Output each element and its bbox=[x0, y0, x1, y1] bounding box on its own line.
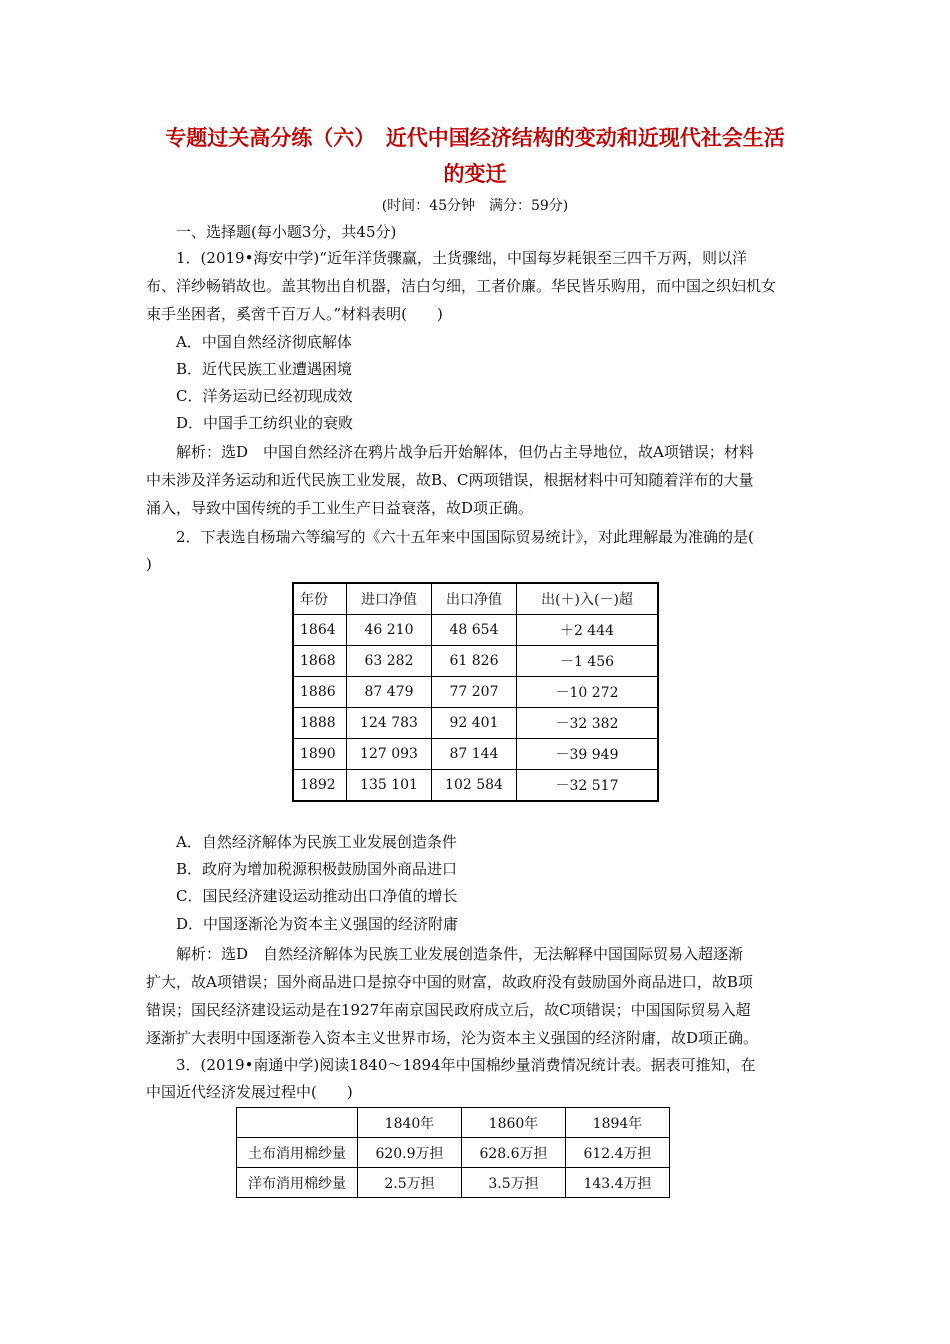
table-cell: 92 401 bbox=[432, 708, 517, 739]
table-cell: 77 207 bbox=[432, 677, 517, 708]
table-cell: 2.5万担 bbox=[358, 1168, 462, 1198]
table-cell: 1892 bbox=[293, 770, 347, 802]
table-cell: 1890 bbox=[293, 739, 347, 770]
q2-analysis-line-4: 逐渐扩大表明中国逐渐卷入资本主义世界市场，沦为资本主义强国的经济附庸，故D项正确。 bbox=[146, 1029, 759, 1047]
q3-stem-line-2: 中国近代经济发展过程中( ) bbox=[146, 1083, 353, 1101]
table-cell: 63 282 bbox=[347, 646, 432, 677]
q2-analysis-line-2: 扩大，故A项错误；国外商品进口是掠夺中国的财富，故政府没有鼓励国外商品进口，故B项 bbox=[146, 973, 753, 991]
table-cell: 1868 bbox=[293, 646, 347, 677]
table-header-cell: 1894年 bbox=[566, 1108, 670, 1138]
q2-stem-line-1: 2．下表选自杨瑞六等编写的《六十五年来中国国际贸易统计》，对此理解最为准确的是( bbox=[176, 528, 754, 546]
table-cell: －10 272 bbox=[517, 677, 659, 708]
table-header-cell: 1840年 bbox=[358, 1108, 462, 1138]
table-cell: 628.6万担 bbox=[462, 1138, 566, 1168]
table-header-cell: 1860年 bbox=[462, 1108, 566, 1138]
table-header-cell: 年份 bbox=[293, 583, 347, 615]
table-cell: 1886 bbox=[293, 677, 347, 708]
q2-option-d: D．中国逐渐沦为资本主义强国的经济附庸 bbox=[176, 915, 459, 933]
q1-stem-line-2: 布、洋纱畅销故也。盖其物出自机器，洁白匀细，工者价廉。华民皆乐购用，而中国之织妇机女 bbox=[146, 277, 777, 295]
q1-analysis-line-1: 解析：选D 中国自然经济在鸦片战争后开始解体，但仍占主导地位，故A项错误；材料 bbox=[176, 443, 754, 461]
table-header-cell bbox=[237, 1108, 358, 1138]
q1-analysis-line-2: 中未涉及洋务运动和近代民族工业发展，故B、C两项错误，根据材料中可知随着洋布的大量 bbox=[146, 471, 754, 489]
q1-option-c: C．洋务运动已经初现成效 bbox=[176, 387, 353, 405]
table-row bbox=[293, 770, 658, 802]
q1-option-a: A．中国自然经济彻底解体 bbox=[176, 333, 352, 351]
table-cell: 127 093 bbox=[347, 739, 432, 770]
document-title-line-1: 专题过关高分练（六） 近代中国经济结构的变动和近现代社会生活 bbox=[165, 126, 785, 150]
table-cell: 612.4万担 bbox=[566, 1138, 670, 1168]
table-cell: 3.5万担 bbox=[462, 1168, 566, 1198]
trade-statistics-table bbox=[292, 582, 659, 802]
table-cell: 土布消用棉纱量 bbox=[237, 1138, 358, 1168]
table-header-cell: 出口净值 bbox=[432, 583, 517, 615]
table-cell: 620.9万担 bbox=[358, 1138, 462, 1168]
cotton-yarn-table bbox=[236, 1107, 670, 1198]
table-cell: 87 479 bbox=[347, 677, 432, 708]
table-cell: 135 101 bbox=[347, 770, 432, 802]
table-cell: 87 144 bbox=[432, 739, 517, 770]
table-cell: －32 382 bbox=[517, 708, 659, 739]
q1-option-b: B．近代民族工业遭遇困境 bbox=[176, 360, 353, 378]
q3-stem-line-1: 3．(2019•南通中学)阅读1840～1894年中国棉纱量消费情况统计表。据表可推知，在 bbox=[176, 1056, 756, 1074]
q2-option-a: A．自然经济解体为民族工业发展创造条件 bbox=[176, 833, 457, 851]
table-cell: －1 456 bbox=[517, 646, 659, 677]
table-row bbox=[237, 1168, 670, 1198]
q1-stem-line-1: 1．(2019•海安中学)“近年洋货骤赢，土货骤绌，中国每岁耗银至三四千万两，则以洋 bbox=[176, 249, 747, 267]
table-row bbox=[293, 646, 658, 677]
table-cell: 48 654 bbox=[432, 615, 517, 646]
table-row bbox=[237, 1138, 670, 1168]
q2-option-b: B．政府为增加税源积极鼓励国外商品进口 bbox=[176, 860, 458, 878]
table-row bbox=[293, 677, 658, 708]
q1-stem-line-3: 束手坐困者，奚啻千百万人。”材料表明( ) bbox=[146, 305, 443, 323]
table-cell: －39 949 bbox=[517, 739, 659, 770]
table-cell: 143.4万担 bbox=[566, 1168, 670, 1198]
table-cell: －32 517 bbox=[517, 770, 659, 802]
q2-analysis-line-1: 解析：选D 自然经济解体为民族工业发展创造条件，无法解释中国国际贸易入超逐渐 bbox=[176, 945, 744, 963]
document-title-line-2: 的变迁 bbox=[443, 162, 507, 186]
table-cell: 61 826 bbox=[432, 646, 517, 677]
table-header-row bbox=[237, 1108, 670, 1138]
table-cell: 102 584 bbox=[432, 770, 517, 802]
table-row bbox=[293, 708, 658, 739]
section-heading: 一、选择题(每小题3分，共45分) bbox=[176, 223, 397, 241]
table-header-row bbox=[293, 583, 658, 615]
q1-option-d: D．中国手工纺织业的衰败 bbox=[176, 414, 354, 432]
table-cell: 1864 bbox=[293, 615, 347, 646]
table-cell: 洋布消用棉纱量 bbox=[237, 1168, 358, 1198]
q1-analysis-line-3: 涌入，导致中国传统的手工业生产日益衰落，故D项正确。 bbox=[146, 499, 534, 517]
table-cell: 124 783 bbox=[347, 708, 432, 739]
q2-analysis-line-3: 错误；国民经济建设运动是在1927年南京国民政府成立后，故C项错误；中国国际贸易入超 bbox=[146, 1001, 751, 1019]
table-row bbox=[293, 615, 658, 646]
table-header-cell: 进口净值 bbox=[347, 583, 432, 615]
table-cell: 46 210 bbox=[347, 615, 432, 646]
q2-option-c: C．国民经济建设运动推动出口净值的增长 bbox=[176, 887, 458, 905]
exam-meta: (时间：45分钟 满分：59分) bbox=[381, 198, 569, 214]
table-cell: 1888 bbox=[293, 708, 347, 739]
q2-stem-line-2: ) bbox=[146, 555, 152, 573]
table-header-cell: 出(＋)入(－)超 bbox=[517, 583, 659, 615]
table-cell: ＋2 444 bbox=[517, 615, 659, 646]
table-row bbox=[293, 739, 658, 770]
